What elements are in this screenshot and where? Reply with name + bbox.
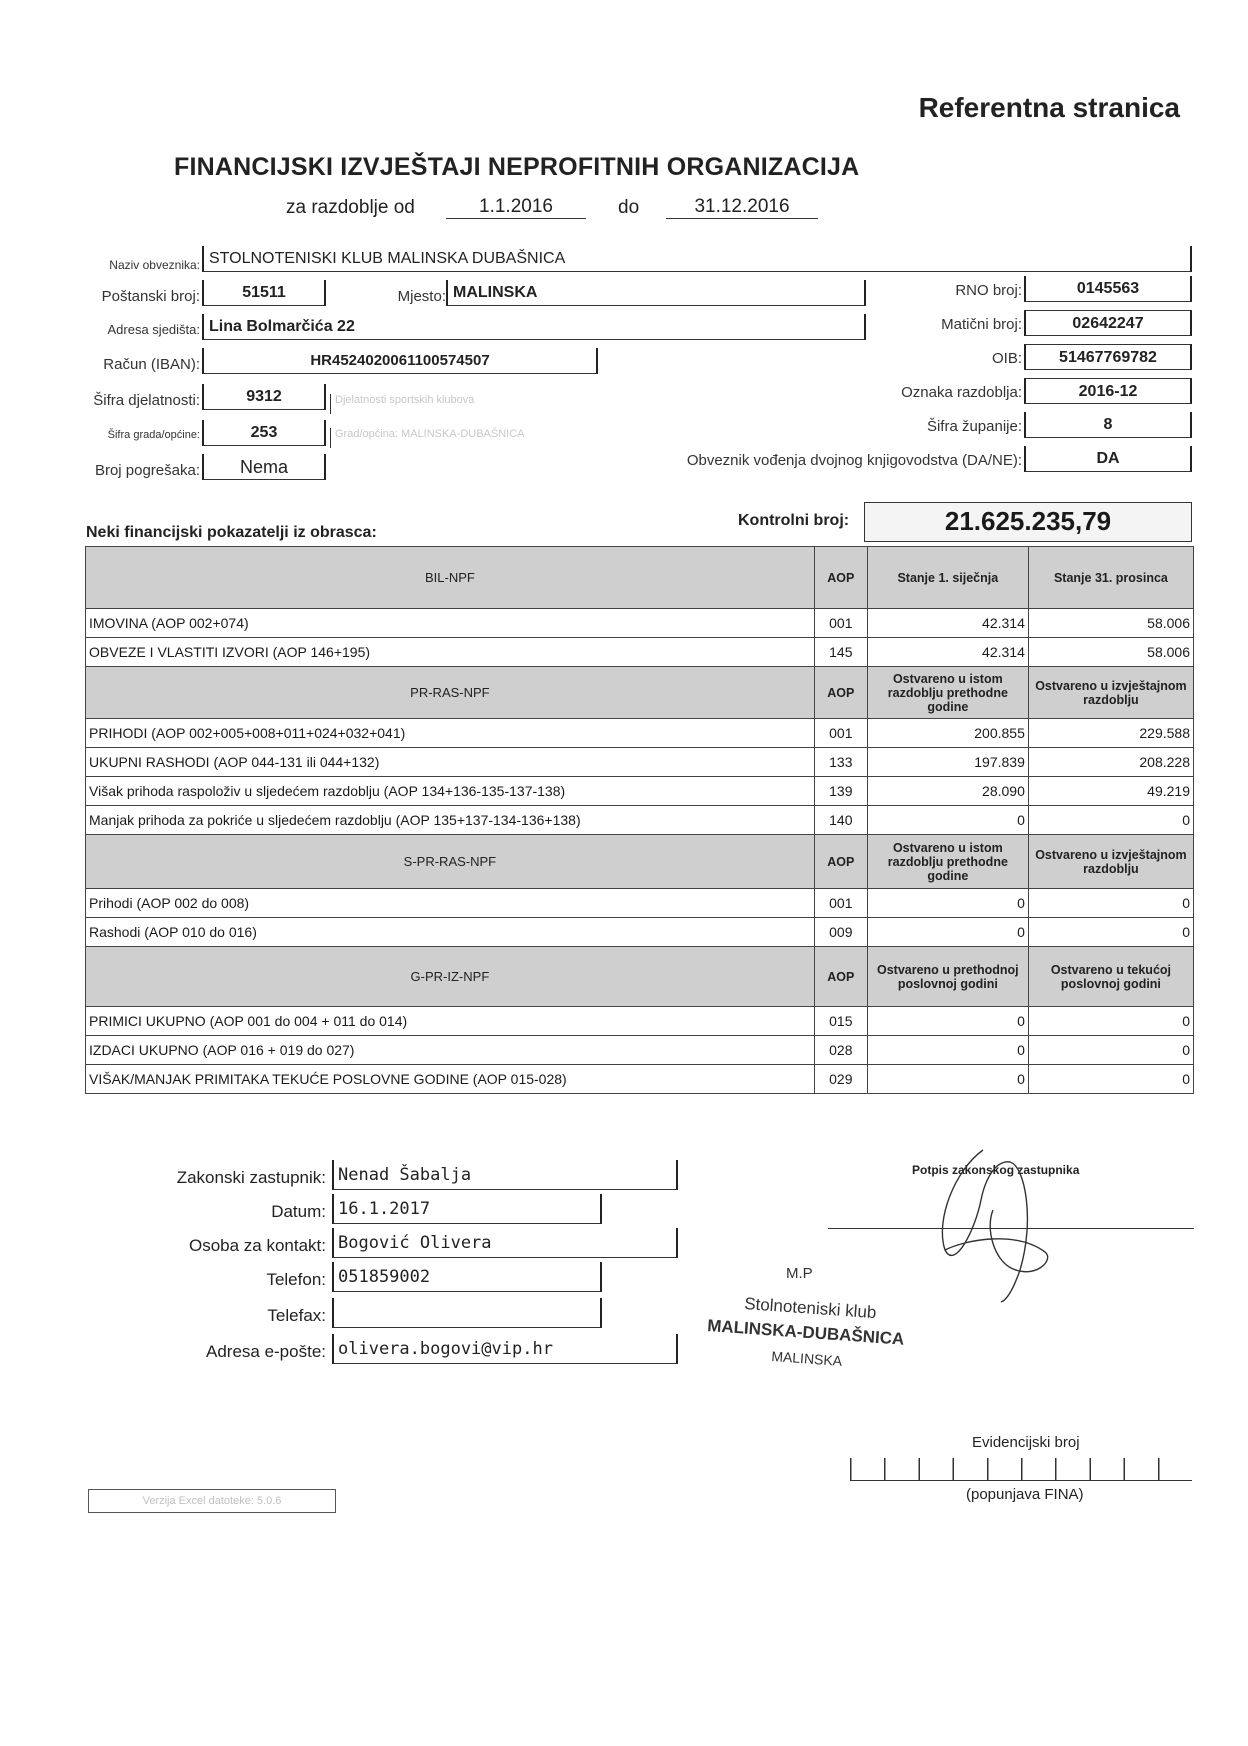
row-value-1: 0 xyxy=(867,1036,1028,1065)
telefax-field[interactable] xyxy=(332,1298,602,1328)
table-row xyxy=(86,1007,1194,1036)
racun-label: Račun (IBAN): xyxy=(103,356,200,373)
stamp-line-1: Stolnoteniski klub xyxy=(743,1294,877,1323)
row-aop: 028 xyxy=(814,1036,867,1065)
table-row xyxy=(86,748,1194,777)
table-section-header xyxy=(86,947,1194,1007)
aop-header: AOP xyxy=(814,547,867,609)
row-aop: 001 xyxy=(814,719,867,748)
sifra-djelatnosti-label: Šifra djelatnosti: xyxy=(93,392,200,409)
section-name: S-PR-RAS-NPF xyxy=(86,835,815,889)
row-value-1: 0 xyxy=(867,1007,1028,1036)
table-row xyxy=(86,777,1194,806)
pogreske-label: Broj pogrešaka: xyxy=(94,462,200,479)
aop-header: AOP xyxy=(814,835,867,889)
aop-header: AOP xyxy=(814,947,867,1007)
telefon-field[interactable]: 051859002 xyxy=(332,1262,602,1292)
dvojno-field[interactable]: DA xyxy=(1024,446,1192,472)
row-value-2: 208.228 xyxy=(1028,748,1193,777)
maticni-field[interactable]: 02642247 xyxy=(1024,310,1192,336)
row-aop: 139 xyxy=(814,777,867,806)
zupanija-field[interactable]: 8 xyxy=(1024,412,1192,438)
row-value-1: 197.839 xyxy=(867,748,1028,777)
row-description: Rashodi (AOP 010 do 016) xyxy=(86,918,815,947)
reference-page-title: Referentna stranica xyxy=(918,92,1180,123)
table-row xyxy=(86,638,1194,667)
signature-scribble xyxy=(915,1140,1065,1310)
oib-field[interactable]: 51467769782 xyxy=(1024,344,1192,370)
row-aop: 001 xyxy=(814,889,867,918)
oib-label: OIB: xyxy=(991,350,1022,367)
row-description: OBVEZE I VLASTITI IZVORI (AOP 146+195) xyxy=(86,638,815,667)
document-title: FINANCIJSKI IZVJEŠTAJI NEPROFITNIH ORGANIZACIJA xyxy=(174,153,860,181)
pogreske-field[interactable]: Nema xyxy=(202,454,326,480)
row-aop: 009 xyxy=(814,918,867,947)
djelatnost-description: Djelatnosti sportskih klubova xyxy=(330,394,755,414)
datum-field[interactable]: 16.1.2017 xyxy=(332,1194,602,1224)
sifra-grada-label: Šifra grada/općine: xyxy=(107,429,200,441)
mp-label: M.P xyxy=(786,1265,813,1282)
section-name: PR-RAS-NPF xyxy=(86,667,815,719)
row-description: Prihodi (AOP 002 do 008) xyxy=(86,889,815,918)
evid-number-field[interactable] xyxy=(850,1458,1192,1481)
row-value-1: 0 xyxy=(867,1065,1028,1094)
aop-header: AOP xyxy=(814,667,867,719)
dvojno-label: Obveznik vođenja dvojnog knjigovodstva (DA/NE): xyxy=(686,452,1022,469)
row-value-2: 0 xyxy=(1028,889,1193,918)
oznaka-field[interactable]: 2016-12 xyxy=(1024,378,1192,404)
row-aop: 133 xyxy=(814,748,867,777)
zupanija-label: Šifra županije: xyxy=(926,418,1022,435)
financial-indicators-table xyxy=(85,546,1194,1094)
row-description: UKUPNI RASHODI (AOP 044-131 ili 044+132) xyxy=(86,748,815,777)
rno-field[interactable]: 0145563 xyxy=(1024,276,1192,302)
zastupnik-field[interactable]: Nenad Šabalja xyxy=(332,1160,678,1190)
table-row xyxy=(86,1065,1194,1094)
period-to-label: do xyxy=(618,197,640,218)
row-value-2: 229.588 xyxy=(1028,719,1193,748)
col1-header: Ostvareno u prethodnoj poslovnoj godini xyxy=(867,947,1028,1007)
table-row xyxy=(86,918,1194,947)
section-name: G-PR-IZ-NPF xyxy=(86,947,815,1007)
row-value-2: 49.219 xyxy=(1028,777,1193,806)
maticni-label: Matični broj: xyxy=(941,316,1022,333)
row-value-1: 28.090 xyxy=(867,777,1028,806)
row-aop: 029 xyxy=(814,1065,867,1094)
row-value-2: 0 xyxy=(1028,1065,1193,1094)
postanski-field[interactable]: 51511 xyxy=(202,280,326,306)
row-aop: 001 xyxy=(814,609,867,638)
section-name: BIL-NPF xyxy=(86,547,815,609)
row-description: IZDACI UKUPNO (AOP 016 + 019 do 027) xyxy=(86,1036,815,1065)
grad-description: Grad/općina: MALINSKA-DUBAŠNICA xyxy=(330,428,755,448)
row-description: IMOVINA (AOP 002+074) xyxy=(86,609,815,638)
row-value-2: 58.006 xyxy=(1028,609,1193,638)
row-value-2: 0 xyxy=(1028,1007,1193,1036)
kontakt-field[interactable]: Bogović Olivera xyxy=(332,1228,678,1258)
row-aop: 015 xyxy=(814,1007,867,1036)
row-description: PRIHODI (AOP 002+005+008+011+024+032+041) xyxy=(86,719,815,748)
stamp-line-3: MALINSKA xyxy=(770,1348,843,1369)
row-aop: 145 xyxy=(814,638,867,667)
zastupnik-label: Zakonski zastupnik: xyxy=(176,1168,326,1187)
email-field[interactable]: olivera.bogovi@vip.hr xyxy=(332,1334,678,1364)
telefax-label: Telefax: xyxy=(267,1306,326,1325)
col2-header: Ostvareno u izvještajnom razdoblju xyxy=(1028,835,1193,889)
row-value-1: 42.314 xyxy=(867,609,1028,638)
row-value-2: 58.006 xyxy=(1028,638,1193,667)
kontrolni-field[interactable]: 21.625.235,79 xyxy=(864,502,1192,542)
table-row xyxy=(86,1036,1194,1065)
row-value-1: 0 xyxy=(867,806,1028,835)
mjesto-label: Mjesto: xyxy=(397,288,446,305)
row-value-2: 0 xyxy=(1028,1036,1193,1065)
row-description: Manjak prihoda za pokriće u sljedećem razdoblju (AOP 135+137-134-136+138) xyxy=(86,806,815,835)
email-label: Adresa e-pošte: xyxy=(205,1342,326,1361)
row-aop: 140 xyxy=(814,806,867,835)
kontakt-label: Osoba za kontakt: xyxy=(188,1236,326,1255)
table-row xyxy=(86,609,1194,638)
adresa-label: Adresa sjedišta: xyxy=(107,322,200,337)
period-from-label: za razdoblje od xyxy=(286,197,415,218)
row-description: VIŠAK/MANJAK PRIMITAKA TEKUĆE POSLOVNE GODINE (AOP 015-028) xyxy=(86,1065,815,1094)
indicators-title: Neki financijski pokazatelji iz obrasca: xyxy=(86,524,377,541)
table-row xyxy=(86,889,1194,918)
table-section-header xyxy=(86,547,1194,609)
row-value-1: 200.855 xyxy=(867,719,1028,748)
col2-header: Ostvareno u izvještajnom razdoblju xyxy=(1028,667,1193,719)
row-value-2: 0 xyxy=(1028,918,1193,947)
telefon-label: Telefon: xyxy=(266,1270,326,1289)
naziv-field[interactable]: STOLNOTENISKI KLUB MALINSKA DUBAŠNICA xyxy=(202,246,1192,272)
col1-header: Ostvareno u istom razdoblju prethodne godine xyxy=(867,667,1028,719)
table-section-header xyxy=(86,835,1194,889)
row-description: Višak prihoda raspoloživ u sljedećem razdoblju (AOP 134+136-135-137-138) xyxy=(86,777,815,806)
period-to-field[interactable]: 31.12.2016 xyxy=(666,196,818,219)
version-box: Verzija Excel datoteke: 5.0.6 xyxy=(88,1489,336,1513)
row-value-2: 0 xyxy=(1028,806,1193,835)
adresa-field[interactable]: Lina Bolmarčića 22 xyxy=(202,314,866,340)
row-value-1: 0 xyxy=(867,889,1028,918)
racun-field[interactable]: HR4524020061100574507 xyxy=(202,348,598,374)
postanski-label: Poštanski broj: xyxy=(101,288,200,305)
oznaka-label: Oznaka razdoblja: xyxy=(901,384,1022,401)
row-value-1: 42.314 xyxy=(867,638,1028,667)
sifra-grada-field[interactable]: 253 xyxy=(202,420,326,446)
datum-label: Datum: xyxy=(271,1202,326,1221)
period-from-field[interactable]: 1.1.2016 xyxy=(446,196,586,219)
evid-label: Evidencijski broj xyxy=(972,1434,1080,1451)
rno-label: RNO broj: xyxy=(955,282,1022,299)
row-value-1: 0 xyxy=(867,918,1028,947)
stamp-line-2: MALINSKA-DUBAŠNICA xyxy=(706,1316,905,1349)
col2-header: Stanje 31. prosinca xyxy=(1028,547,1193,609)
col2-header: Ostvareno u tekućoj poslovnoj godini xyxy=(1028,947,1193,1007)
table-row xyxy=(86,719,1194,748)
col1-header: Ostvareno u istom razdoblju prethodne godine xyxy=(867,835,1028,889)
table-row xyxy=(86,806,1194,835)
row-description: PRIMICI UKUPNO (AOP 001 do 004 + 011 do 014) xyxy=(86,1007,815,1036)
potpis-label: Potpis zakonskog zastupnika xyxy=(912,1163,1080,1177)
evid-note: (popunjava FINA) xyxy=(966,1486,1084,1503)
naziv-label: Naziv obveznika: xyxy=(109,258,200,272)
kontrolni-label: Kontrolni broj: xyxy=(738,512,850,529)
sifra-djelatnosti-field[interactable]: 9312 xyxy=(202,384,326,410)
col1-header: Stanje 1. siječnja xyxy=(867,547,1028,609)
table-section-header xyxy=(86,667,1194,719)
mjesto-field[interactable]: MALINSKA xyxy=(446,280,866,306)
